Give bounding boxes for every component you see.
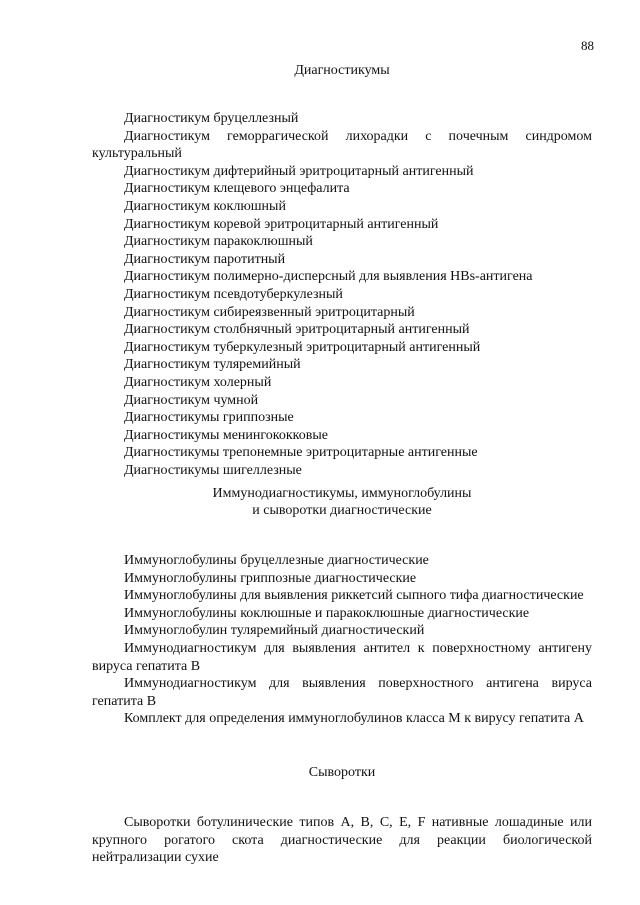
list-item: Диагностикум полимерно-дисперсный для выявления HBs-антигена: [124, 269, 533, 285]
list-item: Иммуноглобулин туляремийный диагностический: [124, 623, 425, 639]
list-item: Диагностикум бруцеллезный: [124, 111, 299, 126]
section-title-line-2: и сыворотки диагностические: [252, 503, 432, 518]
list-item: Диагностикум дифтерийный эритроцитарный антигенный: [124, 163, 474, 179]
list-item: Иммуноглобулины для выявления риккетсий сыпного тифа диагностические: [124, 588, 584, 604]
list-item: Диагностикум клещевого энцефалита: [124, 181, 350, 197]
list-item: Диагностикум паротитный: [124, 251, 286, 267]
list-item: Сыворотки ботулинические типов A, B, C, E, F нативные лошадиные или крупного рогатого скота диагностические для реакции биологической нейтрализации сухие: [92, 815, 592, 866]
section-title: Сыворотки: [308, 765, 376, 780]
list-item: Иммуноглобулины коклюшные и паракоклюшные диагностические: [124, 605, 530, 621]
section-syvorotki: [92, 764, 592, 867]
list-item: Диагностикумы трепонемные эритроцитарные антигенные: [124, 445, 478, 461]
list-item: Иммунодиагностикум для выявления антител к поверхностному антигену вируса гепатита B: [92, 640, 592, 674]
list-item: Диагностикум туляремийный: [124, 357, 301, 373]
section-title: Диагностикумы: [294, 63, 390, 78]
list-item: Иммунодиагностикум для выявления поверхностного антигена вируса гепатита B: [92, 676, 592, 709]
list-item: Диагностикумы гриппозные: [124, 410, 294, 426]
list-item: Иммуноглобулины бруцеллезные диагностические: [124, 553, 429, 568]
list-item: Диагностикум псевдотуберкулезный: [124, 286, 343, 302]
entry-list: [92, 814, 592, 867]
list-item: Диагностикум паракоклюшный: [124, 234, 313, 250]
section-diagnostikumy: [92, 62, 592, 479]
section-immunodiagnostikumy: [92, 485, 592, 728]
list-item: Комплект для определения иммуноглобулинов класса M к вирусу гепатита A: [124, 711, 584, 727]
section-title-line-1: Иммунодиагностикумы, иммуноглобулины: [212, 486, 472, 501]
list-item: Диагностикум чумной: [124, 392, 259, 408]
list-item: Диагностикумы менингококковые: [124, 427, 329, 443]
list-item: Диагностикум столбнячный эритроцитарный антигенный: [124, 322, 470, 338]
list-item: Иммуноглобулины гриппозные диагностические: [124, 570, 417, 586]
list-item: Диагностикум туберкулезный эритроцитарный антигенный: [124, 339, 481, 355]
list-item: Диагностикум сибиреязвенный эритроцитарный: [124, 304, 415, 320]
entry-list: [92, 110, 592, 479]
list-item: Диагностикум коклюшный: [124, 198, 286, 214]
list-item: Диагностикум геморрагической лихорадки с почечным синдромом культуральный: [92, 128, 592, 162]
entry-list: [92, 552, 592, 728]
page-number: 88: [581, 38, 594, 53]
list-item: Диагностикум холерный: [124, 374, 272, 390]
list-item: Диагностикумы шигеллезные: [124, 462, 302, 478]
list-item: Диагностикум коревой эритроцитарный антигенный: [124, 216, 439, 232]
